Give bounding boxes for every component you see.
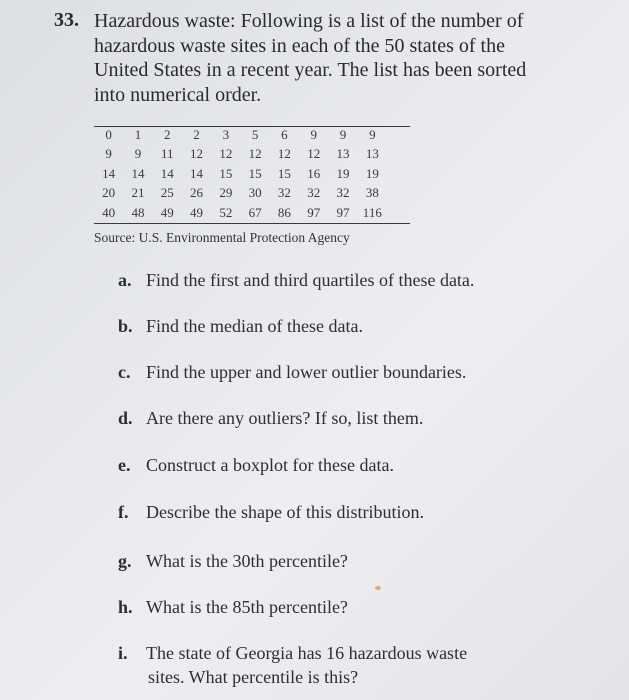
question-letter: b. [118,316,133,336]
table-cell: 97 [307,204,321,220]
table-cell: 9 [310,126,317,142]
question-text: Find the upper and lower outlier boundaries. [146,362,467,382]
table-cell: 49 [160,204,174,220]
table-cell: 19 [336,165,350,181]
question-letter: d. [118,408,133,428]
table-cell: 20 [102,185,116,201]
table-cell: 21 [131,185,145,201]
table-cell: 5 [251,126,259,142]
source-note: Source: U.S. Environmental Protection Agency [94,230,350,245]
question-f [118,500,424,524]
table-cell: 15 [248,165,262,181]
question-text: The state of Georgia has 16 hazardous waste [146,643,468,663]
table-cell: 12 [277,146,291,162]
table-cell: 12 [248,146,262,162]
table-row [94,184,387,204]
question-text: Find the median of these data. [146,316,363,336]
problem-number: 33. [54,9,79,31]
table-body [94,125,387,223]
question-text: Construct a boxplot for these data. [146,455,394,475]
problem-intro [94,9,564,107]
table-cell: 67 [248,204,262,220]
question-text: Describe the shape of this distribution. [146,502,424,522]
question-i [118,641,467,689]
table-cell: 9 [369,126,376,142]
table-cell: 25 [160,185,174,201]
table-cell: 32 [277,185,291,201]
table-cell: 9 [134,146,142,162]
question-letter: c. [118,362,131,382]
question-c [118,360,466,384]
hazardous-sites-table [94,125,387,223]
table-cell: 16 [307,165,321,181]
table-cell: 2 [193,126,200,142]
table-cell: 12 [190,146,204,162]
table-cell: 116 [362,204,382,220]
intro-line: Hazardous waste: Following is a list of the number of [94,10,524,32]
table-cell: 26 [190,185,204,201]
question-letter: h. [118,597,133,617]
table-cell: 40 [102,204,116,220]
table-cell: 32 [336,185,350,201]
table-cell: 12 [219,146,233,162]
question-text-continued: sites. What percentile is this? [148,667,359,687]
table-cell: 9 [105,146,112,162]
table-cell: 49 [190,204,204,220]
question-g [118,549,348,573]
question-text: What is the 85th percentile? [146,597,348,617]
table-cell: 86 [277,204,291,220]
table-cell: 29 [219,185,233,201]
question-letter: i. [118,643,128,663]
stray-ink-mark [375,586,381,590]
table-cell: 13 [365,146,379,162]
question-a [118,268,474,292]
question-e [118,453,394,477]
table-cell: 19 [365,165,379,181]
question-text: Are there any outliers? If so, list them. [146,408,424,428]
question-letter: a. [118,270,132,290]
table-row [94,203,387,223]
question-h [118,595,348,619]
question-letter: f. [118,502,129,522]
question-letter: g. [118,551,132,571]
table-cell: 15 [219,165,233,181]
table-bottom-rule [94,223,410,224]
table-cell: 14 [131,165,145,181]
table-cell: 97 [336,204,350,220]
table-cell: 6 [281,126,288,142]
intro-line: into numerical order. [94,83,262,106]
table-cell: 0 [105,126,112,142]
question-letter: e. [118,455,131,475]
table-cell: 11 [160,146,174,162]
table-cell: 13 [336,146,350,162]
table-cell: 3 [222,126,230,142]
question-text: What is the 30th percentile? [146,551,348,571]
question-d [118,406,423,430]
table-cell: 38 [365,185,379,201]
table-cell: 15 [277,165,291,181]
table-row [94,164,387,184]
table-cell: 14 [102,165,116,181]
table-cell: 30 [248,185,262,201]
table-cell: 14 [190,165,204,181]
table-cell: 48 [131,204,145,220]
table-cell: 14 [160,165,174,181]
intro-line: United States in a recent year. The list has been sorted [94,59,527,81]
table-row [94,145,387,165]
table-cell: 9 [339,126,347,142]
table-cell: 12 [307,146,321,162]
table-cell: 1 [134,126,142,142]
table-cell: 52 [219,204,233,220]
table-cell: 32 [307,185,321,201]
question-text: Find the first and third quartiles of these data. [146,270,475,290]
table-cell: 2 [163,126,171,142]
intro-line: hazardous waste sites in each of the 50 states of the [94,34,505,57]
table-row [94,125,387,145]
question-b [118,314,363,338]
